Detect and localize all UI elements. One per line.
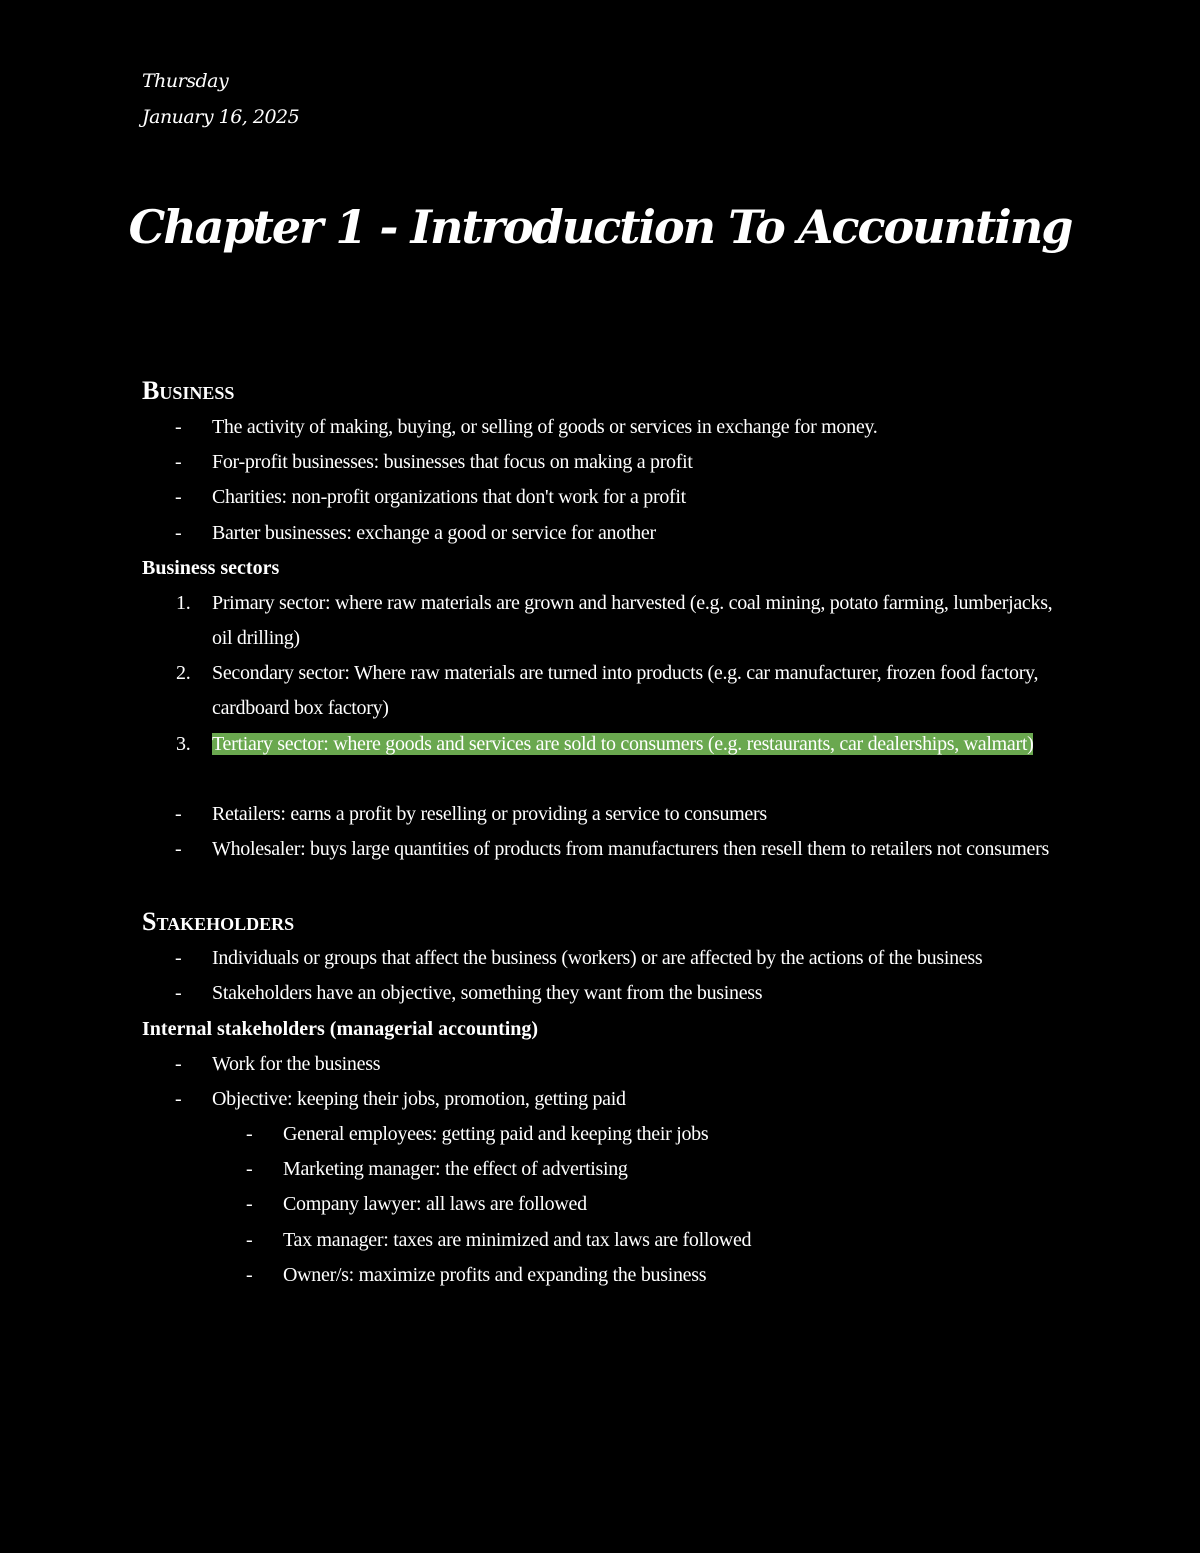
sub-heading-internal-stakeholders: Internal stakeholders (managerial accounting) xyxy=(142,1017,539,1040)
bullet-marker: - xyxy=(175,982,182,1005)
date-day: Thursday xyxy=(142,70,229,92)
list-item-text: Wholesaler: buys large quantities of products from manufacturers then resell them to retailers not consumers xyxy=(212,838,1049,861)
list-item xyxy=(142,480,1072,515)
list-item-text: Retailers: earns a profit by reselling or providing a service to consumers xyxy=(212,802,767,825)
bullet-marker: - xyxy=(246,1193,253,1216)
list-number: 1. xyxy=(176,591,191,614)
page-title: Chapter 1 - Introduction To Accounting xyxy=(128,200,1072,254)
section-heading-business: Business xyxy=(142,376,235,405)
list-item-text: Individuals or groups that affect the business (workers) or are affected by the actions of the business xyxy=(212,947,983,970)
list-number: 2. xyxy=(176,662,191,685)
nested-list-item xyxy=(142,1223,1072,1258)
blank-line xyxy=(142,762,1072,797)
list-item xyxy=(142,410,1072,445)
internal-stakeholders-list xyxy=(142,1047,1072,1293)
stakeholders-bullet-list xyxy=(142,941,1072,1011)
business-more-bullets xyxy=(142,797,1072,867)
nested-list-item xyxy=(142,1258,1072,1293)
bullet-marker: - xyxy=(175,802,182,825)
list-item xyxy=(142,1047,1072,1082)
nested-list-item xyxy=(142,1152,1072,1187)
list-item xyxy=(142,832,1072,867)
list-item-text: Objective: keeping their jobs, promotion, getting paid xyxy=(212,1087,626,1110)
bullet-marker: - xyxy=(175,1087,182,1110)
list-item xyxy=(142,797,1072,832)
list-item-text: Secondary sector: Where raw materials are turned into products (e.g. car manufacturer, frozen food factory, cardboard box factory) xyxy=(212,662,1039,720)
list-item-text: Charities: non-profit organizations that don't work for a profit xyxy=(212,486,686,509)
bullet-marker: - xyxy=(175,947,182,970)
bullet-marker: - xyxy=(246,1158,253,1181)
highlighted-text: Tertiary sector: where goods and services are sold to consumers (e.g. restaurants, car dealerships, walmart) xyxy=(212,732,1034,755)
list-item-text: For-profit businesses: businesses that focus on making a profit xyxy=(212,451,693,474)
bullet-marker: - xyxy=(246,1263,253,1286)
numbered-list-item xyxy=(142,586,1072,656)
list-item-text: Barter businesses: exchange a good or service for another xyxy=(212,521,656,544)
list-item xyxy=(142,941,1072,976)
list-item-text: Company lawyer: all laws are followed xyxy=(283,1193,587,1216)
nested-list-item xyxy=(142,1187,1072,1222)
list-item-text: Marketing manager: the effect of advertising xyxy=(283,1158,628,1181)
bullet-marker: - xyxy=(175,521,182,544)
sub-heading-business-sectors: Business sectors xyxy=(142,556,280,579)
business-sectors-list xyxy=(142,586,1072,762)
list-item-text: General employees: getting paid and keeping their jobs xyxy=(283,1123,709,1146)
list-item-text: Work for the business xyxy=(212,1052,381,1075)
document-body xyxy=(142,372,1072,1293)
list-item-text: Stakeholders have an objective, something they want from the business xyxy=(212,982,763,1005)
list-item xyxy=(142,445,1072,480)
numbered-list-item xyxy=(142,656,1072,726)
business-bullet-list xyxy=(142,410,1072,551)
section-heading-stakeholders: Stakeholders xyxy=(142,907,295,937)
bullet-marker: - xyxy=(175,416,182,438)
list-item-text: Primary sector: where raw materials are grown and harvested (e.g. coal mining, potato farming, lumberjacks, oil drilling) xyxy=(212,591,1053,650)
list-item-text: Owner/s: maximize profits and expanding the business xyxy=(283,1263,707,1286)
bullet-marker: - xyxy=(175,451,182,474)
list-item xyxy=(142,1082,1072,1117)
list-item-text: The activity of making, buying, or selling of goods or services in exchange for money. xyxy=(212,416,878,438)
bullet-marker: - xyxy=(175,1052,182,1075)
list-item-text: Tax manager: taxes are minimized and tax laws are followed xyxy=(283,1228,752,1251)
list-number: 3. xyxy=(176,732,191,755)
date-full: January 16, 2025 xyxy=(142,106,300,128)
bullet-marker: - xyxy=(175,486,182,509)
bullet-marker: - xyxy=(246,1228,253,1251)
bullet-marker: - xyxy=(175,838,182,861)
list-item xyxy=(142,976,1072,1011)
blank-line xyxy=(142,867,1072,903)
list-item xyxy=(142,516,1072,551)
nested-list-item xyxy=(142,1117,1072,1152)
numbered-list-item xyxy=(142,727,1072,762)
bullet-marker: - xyxy=(246,1123,253,1146)
